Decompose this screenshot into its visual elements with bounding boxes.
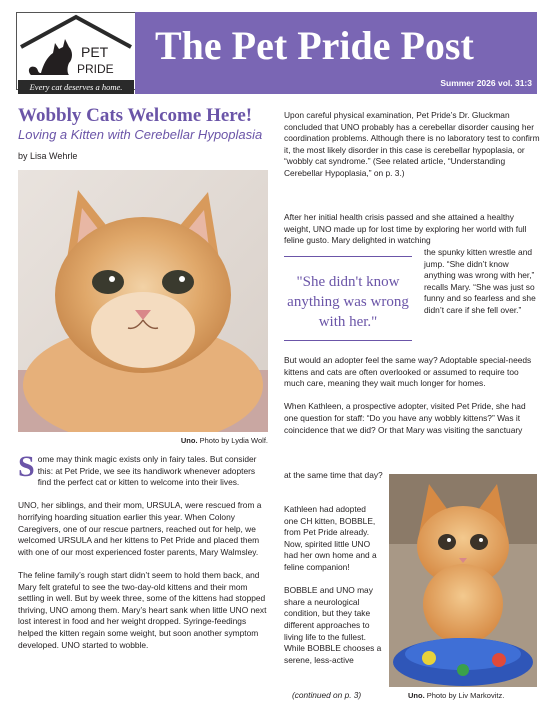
- paragraph: UNO, her siblings, and their mom, URSULA, were rescued from a horrifying hoarding situation earlier this year. When Colony Caregivers, one of our rescue partners, reached out for help, we welcomed URSULA and her kittens to Pet Pride and placed them with one of our most experienced foster parents, Mary Walmsley.: [18, 500, 262, 557]
- paragraph: When Kathleen, a prospective adopter, visited Pet Pride, she had one question for staff: “Do you have any wobbly kittens?” Was it coincidence that we did? Or that Mary was visiting the sanctuary: [284, 401, 526, 435]
- logo-tagline: Every cat deserves a home.: [18, 80, 134, 94]
- kitten-photo-uno: [18, 170, 268, 432]
- paragraph: But would an adopter feel the same way? Adoptable special-needs kittens and cats are often overlooked or assumed to require too much care, meaning they wait much longer for homes.: [284, 355, 532, 389]
- right-paragraph-2a: After her initial health crisis passed and she attained a healthy weight, UNO made up for lost time by exploring her world with full feline gusto. Mary delighted in watching: [284, 212, 527, 246]
- pull-quote-rule-bottom: [284, 340, 412, 341]
- logo-text-pride: PRIDE: [77, 62, 114, 76]
- right-column-middle: [284, 355, 540, 448]
- article-headline: Wobbly Cats Welcome Here!: [18, 105, 253, 126]
- article-subhead: Loving a Kitten with Cerebellar Hypoplasia: [18, 127, 263, 142]
- drop-cap: S: [18, 450, 35, 483]
- right-paragraph-4b: at the same time that day?: [284, 470, 383, 480]
- issue-info: Summer 2026 vol. 31:3: [440, 78, 532, 88]
- pull-quote: "She didn't know anything was wrong with her.": [287, 274, 409, 330]
- right-column-narrow: [284, 504, 382, 678]
- continued-note: (continued on p. 3): [292, 690, 362, 700]
- kitten-photo-uno-toy: [389, 474, 537, 687]
- right-paragraph-2b: the spunky kitten wrestle and jump. “She didn’t know anything was wrong with her,” recalls Mary. “She was just so funny and so fearless and she didn’t care if she fell over.”: [424, 247, 536, 315]
- pull-quote-box: [284, 248, 418, 344]
- right-paragraph-1: Upon careful physical examination, Pet Pride’s Dr. Gluckman concluded that UNO probably has a cerebellar disorder causing her coordination problems. Although there is no laboratory test to confirm it, the most likely disorder in this case is cerebellar hypoplasia, or “wobbly cat syndrome.” (See related article, “Understanding Cerebellar Hypoplasia,” on p. 3.): [284, 110, 540, 178]
- house-cat-logo-icon: [17, 13, 135, 89]
- photo-caption-1: Uno. Photo by Lydia Wolf.: [180, 436, 268, 445]
- logo-text-pet: PET: [81, 44, 109, 60]
- photo-caption-2: Uno. Photo by Liv Markovitz.: [408, 691, 505, 700]
- paragraph: BOBBLE and UNO may share a neurological condition, but they take different approaches to living life to the fullest. While BOBBLE chooses a serene, less-active: [284, 585, 382, 665]
- pet-pride-logo: [16, 12, 136, 90]
- paragraph: Kathleen had adopted one CH kitten, BOBBLE, from Pet Pride already. Now, spirited little UNO had her own home and a feline companion!: [284, 504, 377, 572]
- newsletter-title: The Pet Pride Post: [155, 23, 474, 68]
- paragraph: The feline family’s rough start didn’t seem to hold them back, and Mary felt grateful to see the two-day-old kittens and their mom settling in well. But by week three, some of the kittens had stopped thriving, UNO among them. Mary’s heart sank when little UNO next lost interest in food and her weight dropped. Syringe-feedings helped the kitten regain some weight, but soon another symptom developed. UNO started to wobble.: [18, 569, 267, 650]
- left-column-text: [18, 450, 270, 663]
- pull-quote-rule-top: [284, 256, 412, 257]
- article-byline: by Lisa Wehrle: [18, 151, 78, 161]
- paragraph: Some may think magic exists only in fairy tales. But consider this: at Pet Pride, we see its handiwork whenever adopters find the perfect cat or kitten to welcome into their lives.: [18, 450, 257, 488]
